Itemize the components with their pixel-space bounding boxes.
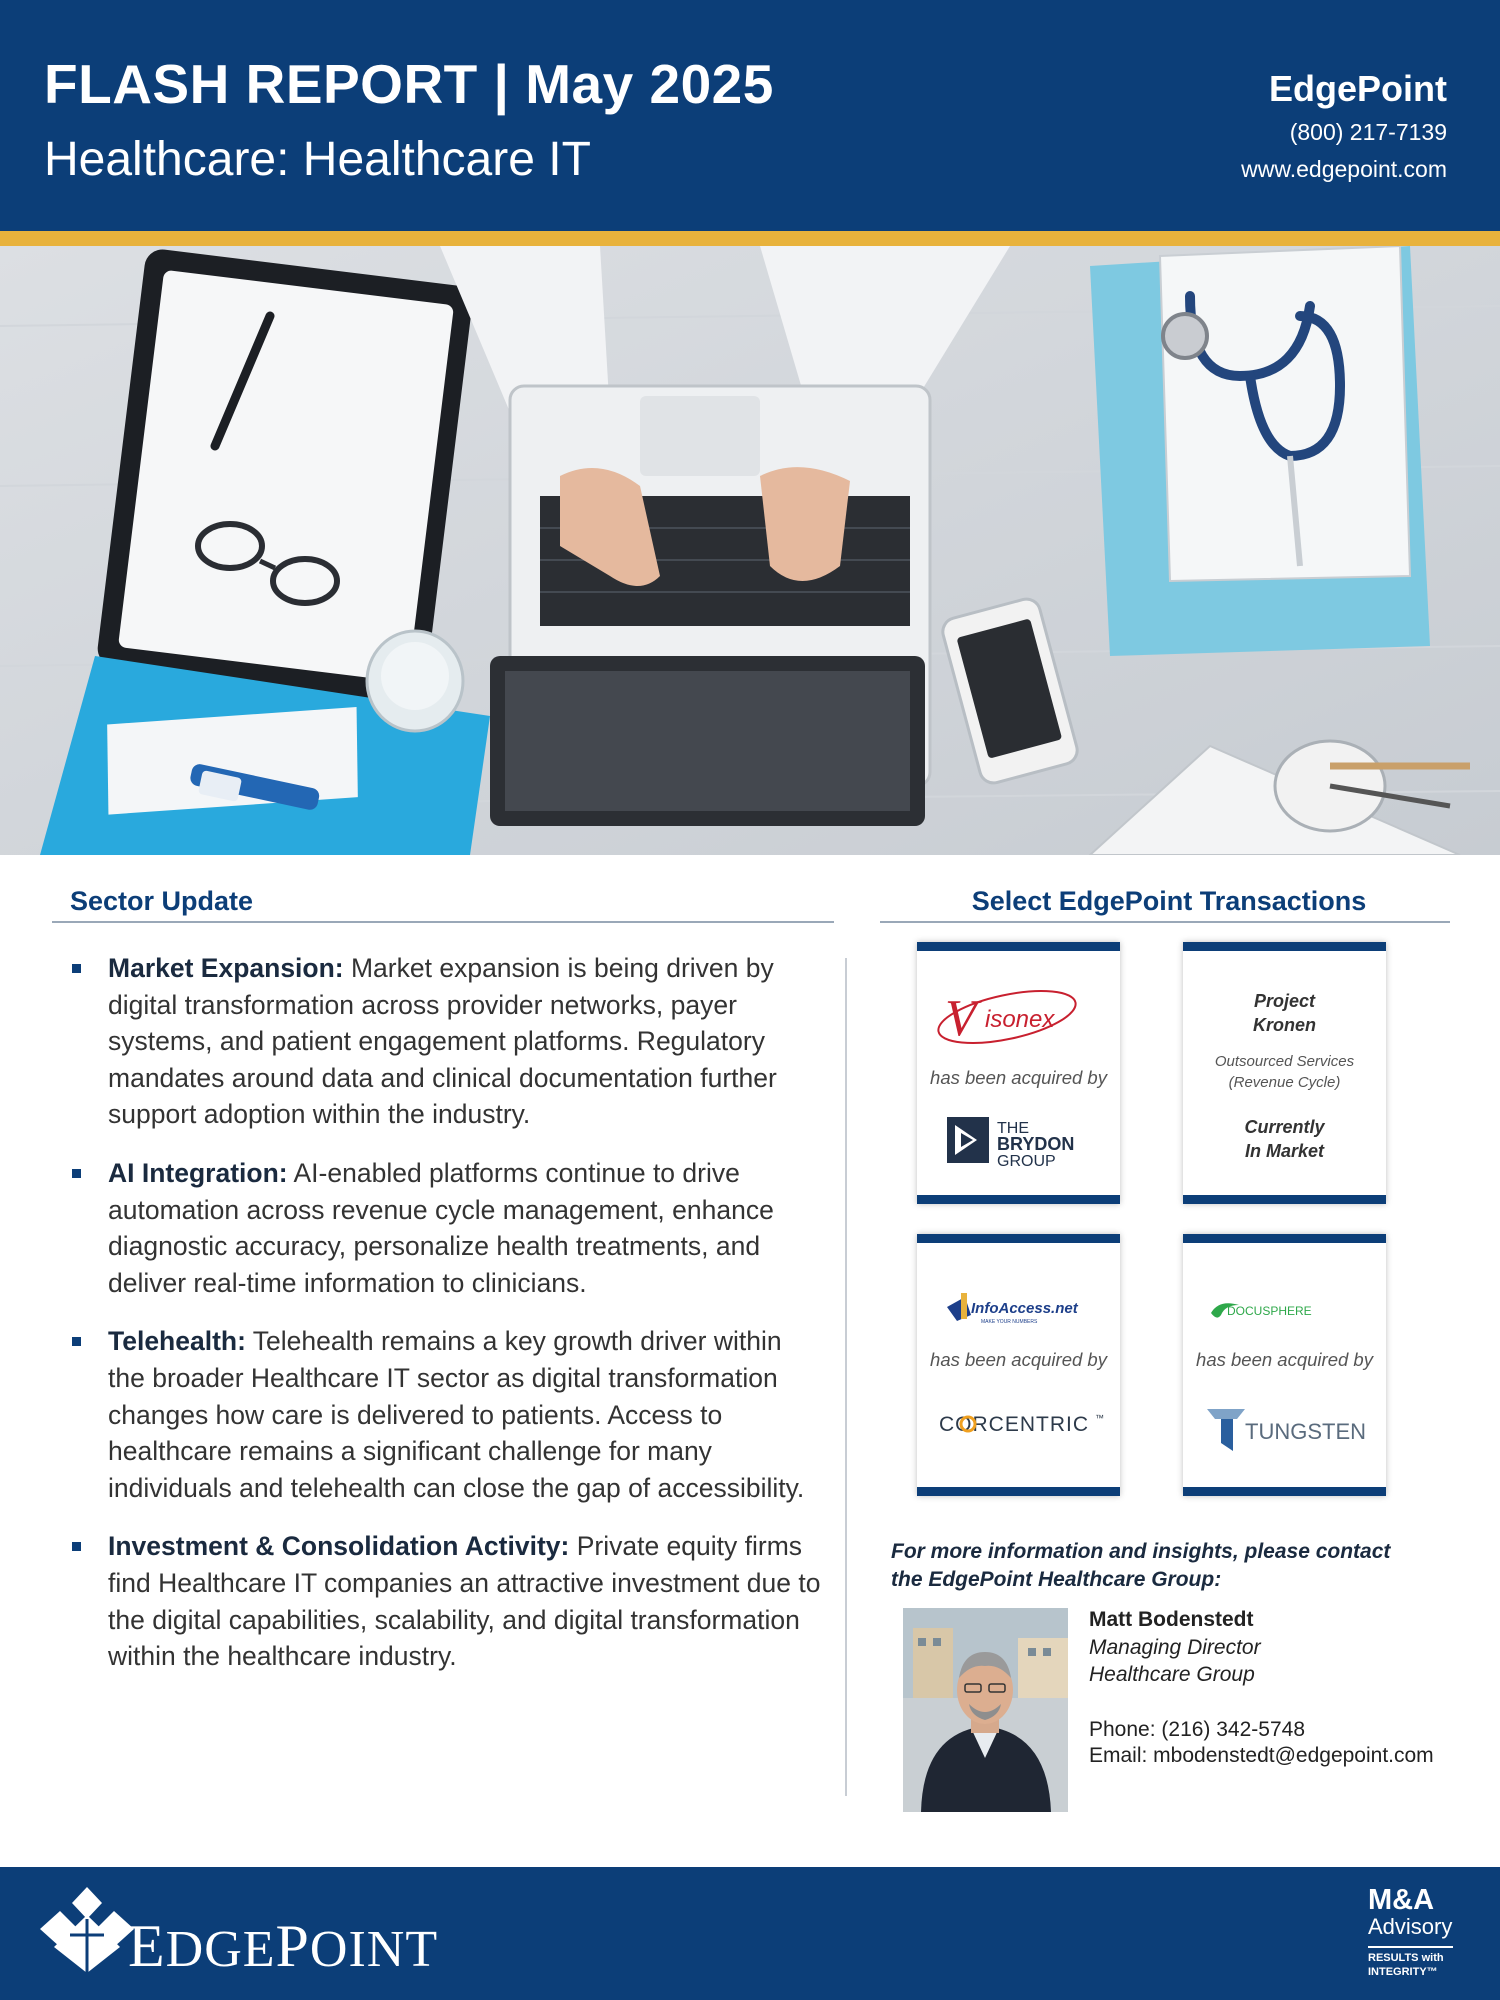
bullet-square-icon bbox=[72, 1337, 81, 1346]
bullet-text: Telehealth remains a key growth driver within the broader Healthcare IT sector as digital transformation changes how care is delivered to patients. Access to healthcare remains a significant challenge for many individuals and telehealth can close the gap of accessibility. bbox=[108, 1326, 805, 1503]
visonex-name: isonex bbox=[985, 1006, 1055, 1033]
bullet-label: AI Integration: bbox=[108, 1157, 288, 1188]
contact-group: Healthcare Group bbox=[1089, 1663, 1255, 1686]
contact-photo bbox=[903, 1608, 1068, 1812]
project-description: Outsourced Services (Revenue Cycle) bbox=[1214, 1053, 1355, 1091]
infoaccess-name: InfoAccess.net bbox=[971, 1300, 1078, 1317]
transactions-rule bbox=[880, 921, 1450, 923]
contact-name: Matt Bodenstedt bbox=[1089, 1608, 1254, 1631]
report-subtitle: Healthcare: Healthcare IT bbox=[44, 133, 591, 186]
corcentric-logo bbox=[917, 1403, 1120, 1443]
visonex-initial: V bbox=[945, 990, 977, 1047]
docusphere-logo bbox=[1183, 1293, 1386, 1327]
contact-email[interactable]: Email: mbodenstedt@edgepoint.com bbox=[1089, 1744, 1434, 1767]
transactions-title: Select EdgePoint Transactions bbox=[971, 886, 1367, 916]
list-item bbox=[72, 1528, 822, 1674]
column-divider bbox=[845, 958, 847, 1796]
brand-phone[interactable]: (800) 217-7139 bbox=[1289, 119, 1447, 145]
advisory-label: Advisory bbox=[1368, 1914, 1453, 1939]
sector-update-title: Sector Update bbox=[70, 886, 254, 916]
footer-wordmark: EDGEPOINT bbox=[128, 1913, 439, 1979]
transaction-card-infoaccess[interactable] bbox=[917, 1234, 1120, 1496]
sector-update-rule bbox=[52, 921, 834, 923]
transaction-card-visonex[interactable] bbox=[917, 942, 1120, 1204]
infoaccess-tagline: MAKE YOUR NUMBERS bbox=[981, 1319, 1038, 1325]
brydon-line3: GROUP bbox=[997, 1153, 1056, 1170]
gold-divider bbox=[0, 231, 1500, 246]
contact-role: Managing Director bbox=[1089, 1636, 1261, 1659]
tagline-results: RESULTS with bbox=[1368, 1952, 1444, 1964]
tungsten-name: TUNGSTEN bbox=[1245, 1419, 1366, 1444]
project-name: Project Kronen bbox=[1253, 991, 1316, 1035]
brand-website[interactable]: www.edgepoint.com bbox=[1241, 156, 1447, 182]
transaction-card-docusphere[interactable] bbox=[1183, 1234, 1386, 1496]
brydon-line1: THE bbox=[997, 1120, 1029, 1137]
contact-heading: For more information and insights, please contact the EdgePoint Healthcare Group: bbox=[891, 1540, 1391, 1591]
bullet-label: Telehealth: bbox=[108, 1326, 246, 1357]
sector-update-list bbox=[72, 950, 822, 1697]
infoaccess-logo bbox=[917, 1289, 1120, 1329]
brydon-line2: BRYDON bbox=[997, 1134, 1075, 1154]
transaction-card-kronen[interactable] bbox=[1183, 942, 1386, 1204]
docusphere-name: DOCUSPHERE bbox=[1227, 1304, 1312, 1318]
list-item bbox=[72, 1155, 822, 1301]
brand-name: EdgePoint bbox=[1269, 68, 1447, 109]
visonex-logo bbox=[917, 979, 1120, 1049]
bullet-label: Investment & Consolidation Activity: bbox=[108, 1531, 570, 1562]
acquired-by-label: has been acquired by bbox=[930, 1067, 1107, 1088]
bullet-text: AI-enabled platforms continue to drive automation across revenue cycle management, enhance diagnostic accuracy, personalize health treatments, and deliver real-time information to clinicians. bbox=[108, 1157, 774, 1298]
corcentric-tm: ™ bbox=[1095, 1413, 1104, 1423]
acquired-by-label: has been acquired by bbox=[930, 1349, 1107, 1370]
bullet-label: Market Expansion: bbox=[108, 953, 344, 983]
project-status: Currently In Market bbox=[1244, 1117, 1325, 1161]
bullet-text: Market expansion is being driven by digital transformation across provider networks, payer systems, and patient engagement platforms. Regulatory mandates around data and clinical documentation further support adoption within the industry. bbox=[108, 953, 777, 1130]
bullet-text: Private equity firms find Healthcare IT companies an attractive investment due to the digital capabilities, scalability, and digital transformation within the healthcare industry. bbox=[108, 1531, 821, 1672]
brydon-logo bbox=[917, 1111, 1120, 1171]
bullet-square-icon bbox=[72, 1542, 81, 1551]
ma-label: M&A bbox=[1368, 1884, 1435, 1916]
list-item bbox=[72, 950, 822, 1133]
report-title: FLASH REPORT | May 2025 bbox=[44, 53, 774, 115]
hero-photo bbox=[0, 246, 1500, 855]
bullet-square-icon bbox=[72, 1169, 81, 1178]
list-item bbox=[72, 1323, 822, 1506]
bullet-square-icon bbox=[72, 964, 81, 973]
tagline-integrity: INTEGRITY™ bbox=[1368, 1966, 1438, 1978]
edgepoint-logo-icon bbox=[40, 1885, 134, 1975]
tagline-rule bbox=[1368, 1946, 1453, 1948]
corcentric-name: CORCENTRIC bbox=[939, 1413, 1089, 1436]
contact-phone[interactable]: Phone: (216) 342-5748 bbox=[1089, 1718, 1305, 1741]
acquired-by-label: has been acquired by bbox=[1196, 1349, 1373, 1370]
tungsten-logo bbox=[1183, 1399, 1386, 1455]
